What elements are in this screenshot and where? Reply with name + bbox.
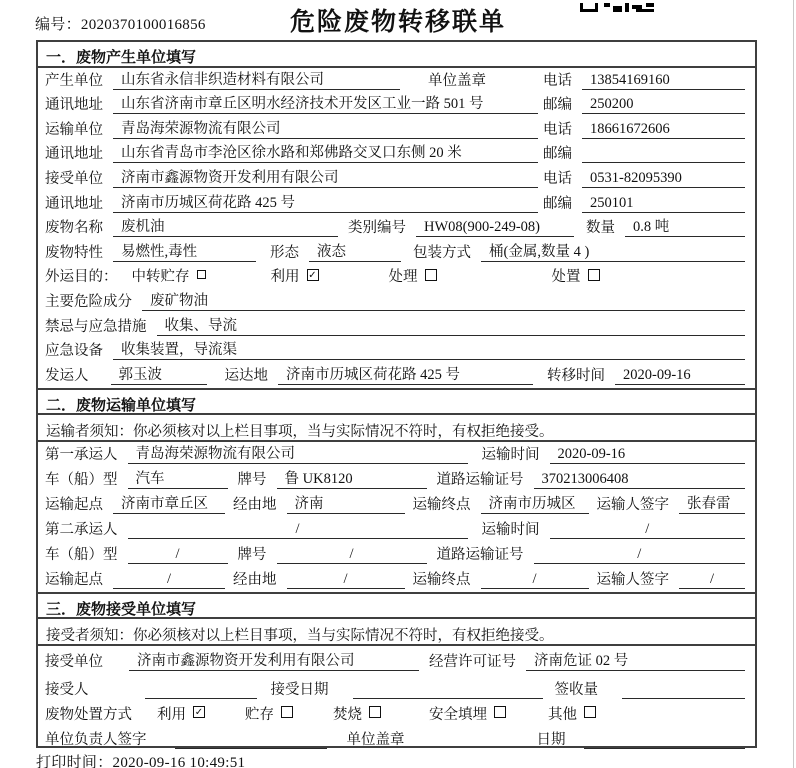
option-label: 焚烧 — [333, 706, 362, 723]
hazard-component-label: 主要危险成分 — [45, 293, 132, 310]
zip-group — [543, 192, 745, 213]
row-accept-address — [38, 191, 755, 216]
road-license-label: 道路运输证号 — [436, 546, 524, 563]
accept-unit-label: 接受单位 — [45, 653, 103, 670]
row-second-carrier — [38, 517, 755, 542]
packing-value: 桶(金属,数量 4 ) — [481, 240, 745, 262]
row-disposal-method — [38, 702, 755, 727]
address-value: 济南市历城区荷花路 425 号 — [113, 191, 538, 213]
option-label: 中转贮存 — [131, 269, 190, 286]
receiver-label: 接受人 — [45, 681, 89, 698]
second-carrier-value: / — [128, 521, 468, 539]
address-label: 通讯地址 — [45, 146, 103, 163]
row-dispatcher — [38, 363, 755, 388]
phone-value: 18661672606 — [582, 121, 745, 139]
road-license-value: 370213006408 — [534, 471, 746, 489]
address-value: 山东省济南市章丘区明水经济技术开发区工业一路 501 号 — [113, 92, 538, 114]
received-quantity-label: 签收量 — [554, 681, 598, 698]
serial-value: 2020370100016856 — [80, 17, 206, 33]
section1-header: 一．废物产生单位填写 — [38, 42, 755, 68]
row-vehicle-2 — [38, 542, 755, 567]
category-code-value: HW08(900-249-08) — [416, 219, 574, 237]
row-route-2 — [38, 567, 755, 592]
row-receiver — [38, 674, 755, 702]
section2-notice: 运输者须知：你必须核对以上栏目事项，当与实际情况不符时，有权拒绝接受。 — [38, 415, 755, 442]
section1-body — [38, 68, 755, 388]
row-route-1 — [38, 492, 755, 517]
row-hazard-component — [38, 289, 755, 314]
vehicle-type-label: 车（船）型 — [45, 546, 118, 563]
row-accept-unit — [38, 166, 755, 191]
waste-character-value: 易燃性,毒性 — [113, 240, 256, 262]
produce-unit-value: 山东省永信非织造材料有限公司 — [113, 68, 400, 90]
via-label: 经由地 — [233, 496, 277, 513]
disposal-option-incinerate — [333, 703, 381, 724]
section2-header: 二．废物运输单位填写 — [38, 388, 755, 415]
quantity-label: 数量 — [586, 220, 615, 237]
section3-body — [38, 646, 755, 752]
first-carrier-value: 青岛海荣源物流有限公司 — [128, 442, 468, 464]
transfer-time-value: 2020-09-16 — [615, 367, 745, 385]
page-title: 危险废物转移联单 — [289, 8, 506, 36]
route-end-label: 运输终点 — [412, 496, 471, 513]
print-time — [36, 751, 245, 768]
via-value: 济南 — [287, 492, 405, 514]
print-time-label: 打印时间： — [36, 755, 113, 768]
responsible-signature-label: 单位负责人签字 — [45, 731, 147, 748]
checkbox-icon — [197, 270, 206, 279]
via-label: 经由地 — [233, 571, 277, 588]
carrier-signature-label: 运输人签字 — [596, 571, 669, 588]
plate-value: 鲁 UK8120 — [277, 467, 427, 489]
disposal-option-other — [548, 703, 596, 724]
row-accept-unit-3 — [38, 646, 755, 674]
checkbox-icon — [369, 706, 381, 718]
row-produce-address — [38, 93, 755, 118]
checkbox-icon — [588, 269, 600, 281]
transport-time-value: 2020-09-16 — [550, 446, 746, 464]
route-start-value: 济南市章丘区 — [113, 492, 225, 514]
zip-value: 250101 — [582, 195, 745, 213]
phone-value: 0531-82095390 — [582, 170, 745, 188]
taboo-measures-value: 收集、导流 — [157, 314, 746, 336]
print-time-value: 2020-09-16 10:49:51 — [112, 755, 246, 768]
receiver-value — [145, 682, 257, 699]
date-label: 日期 — [536, 731, 566, 748]
phone-group — [543, 118, 745, 139]
zip-label: 邮编 — [543, 195, 572, 212]
section3-notice: 接受者须知：你必须核对以上栏目事项，当与实际情况不符时，有权拒绝接受。 — [38, 619, 755, 646]
transport-time-label: 运输时间 — [481, 521, 540, 538]
row-transport-address — [38, 142, 755, 167]
date-value — [584, 732, 746, 749]
business-license-value: 济南危证 02 号 — [526, 649, 745, 671]
dispatcher-value: 郭玉波 — [111, 363, 207, 385]
purpose-option-dispose — [552, 265, 600, 286]
emergency-equipment-label: 应急设备 — [45, 343, 103, 360]
route-end-value: 济南市历城区 — [481, 492, 589, 514]
row-waste-name — [38, 216, 755, 241]
row-transfer-purpose — [38, 265, 755, 290]
disposal-option-utilize — [157, 703, 205, 724]
transport-time-value: / — [550, 521, 746, 539]
phone-label: 电话 — [543, 170, 572, 187]
form-state-label: 形态 — [270, 244, 299, 261]
transport-unit-label: 运输单位 — [45, 121, 103, 138]
via-value: / — [287, 571, 405, 589]
option-label: 贮存 — [245, 706, 274, 723]
vehicle-type-value: 汽车 — [128, 467, 228, 489]
category-code-label: 类别编号 — [348, 220, 406, 237]
row-responsible-signature — [38, 727, 755, 752]
route-start-value: / — [113, 571, 225, 589]
dispatcher-label: 发运人 — [45, 367, 89, 384]
plate-value: / — [277, 546, 427, 564]
business-license-label: 经营许可证号 — [429, 653, 516, 670]
produce-unit-label: 产生单位 — [45, 72, 103, 89]
purpose-option-transit-storage — [132, 265, 206, 286]
phone-label: 电话 — [543, 121, 572, 138]
taboo-measures-label: 禁忌与应急措施 — [45, 318, 147, 335]
vehicle-type-label: 车（船）型 — [45, 471, 118, 488]
transfer-form-table — [36, 40, 757, 748]
purpose-option-treat — [389, 265, 437, 286]
address-label: 通讯地址 — [45, 195, 103, 212]
received-quantity-value — [622, 682, 745, 699]
row-first-carrier — [38, 442, 755, 467]
zip-label: 邮编 — [543, 146, 572, 163]
waste-name-label: 废物名称 — [45, 220, 103, 237]
road-license-label: 道路运输证号 — [436, 471, 524, 488]
purpose-label: 外运目的： — [45, 269, 118, 286]
row-produce-unit — [38, 68, 755, 93]
emergency-equipment-value: 收集装置，导流渠 — [113, 338, 745, 360]
option-label: 安全填埋 — [429, 706, 487, 723]
disposal-method-label: 废物处置方式 — [45, 706, 132, 723]
unit-seal-label: 单位盖章 — [428, 72, 486, 89]
receive-date-label: 接受日期 — [270, 681, 329, 698]
row-emergency-equipment — [38, 339, 755, 364]
option-label: 处置 — [551, 269, 581, 286]
checkbox-icon: ✓ — [308, 269, 317, 281]
form-state-value: 液态 — [309, 240, 401, 262]
checkbox-icon — [281, 706, 293, 718]
section3-header: 三．废物接受单位填写 — [38, 592, 755, 619]
zip-group — [543, 142, 745, 163]
plate-label: 牌号 — [237, 546, 267, 563]
vehicle-type-value: / — [128, 546, 228, 564]
unit-seal-label: 单位盖章 — [346, 731, 405, 748]
disposal-option-storage — [245, 703, 293, 724]
serial-label: 编号： — [35, 17, 81, 33]
document-header — [0, 0, 796, 40]
road-license-value: / — [534, 546, 746, 564]
accept-unit-value: 济南市鑫源物资开发利用有限公司 — [113, 166, 538, 188]
disposal-option-landfill — [429, 703, 506, 724]
route-end-label: 运输终点 — [412, 571, 471, 588]
phone-group — [543, 167, 745, 188]
destination-label: 运达地 — [224, 367, 268, 384]
phone-group — [543, 69, 745, 90]
row-vehicle-1 — [38, 467, 755, 492]
carrier-signature-value: / — [679, 571, 745, 589]
section2-body — [38, 442, 755, 592]
receive-date-value — [353, 682, 543, 699]
row-waste-character — [38, 240, 755, 265]
row-taboo-measures — [38, 314, 755, 339]
waste-character-label: 废物特性 — [45, 244, 103, 261]
transport-time-label: 运输时间 — [481, 446, 540, 463]
checkbox-icon — [425, 269, 437, 281]
option-label: 其他 — [548, 706, 577, 723]
quantity-value: 0.8 吨 — [625, 215, 745, 237]
waste-name-value: 废机油 — [113, 215, 338, 237]
row-transport-unit — [38, 117, 755, 142]
second-carrier-label: 第二承运人 — [45, 521, 118, 538]
carrier-signature-value: 张春雷 — [679, 492, 745, 514]
qr-code-fragment-icon — [580, 0, 660, 18]
route-start-label: 运输起点 — [45, 571, 103, 588]
address-value: 山东省青岛市李沧区徐水路和郑佛路交叉口东侧 20 米 — [113, 141, 538, 163]
accept-unit-label: 接受单位 — [45, 170, 103, 187]
zip-value: 250200 — [582, 96, 745, 114]
option-label: 利用 — [270, 269, 300, 286]
first-carrier-label: 第一承运人 — [45, 446, 118, 463]
checkbox-icon — [584, 706, 596, 718]
carrier-signature-label: 运输人签字 — [596, 496, 669, 513]
purpose-option-utilize — [271, 265, 319, 286]
option-label: 利用 — [157, 706, 186, 723]
transport-unit-value: 青岛海荣源物流有限公司 — [113, 117, 538, 139]
route-end-value: / — [481, 571, 589, 589]
zip-group — [543, 93, 745, 114]
route-start-label: 运输起点 — [45, 496, 103, 513]
page-edge-divider — [793, 0, 794, 768]
hazard-component-value: 废矿物油 — [142, 289, 745, 311]
responsible-signature-value — [175, 732, 327, 749]
accept-unit-value: 济南市鑫源物资开发利用有限公司 — [129, 649, 419, 671]
plate-label: 牌号 — [237, 471, 267, 488]
transfer-time-label: 转移时间 — [547, 367, 605, 384]
zip-value — [582, 146, 745, 163]
address-label: 通讯地址 — [45, 97, 103, 114]
phone-label: 电话 — [543, 72, 572, 89]
option-label: 处理 — [388, 269, 418, 286]
phone-value: 13854169160 — [582, 72, 745, 90]
zip-label: 邮编 — [543, 97, 572, 114]
packing-label: 包装方式 — [413, 244, 471, 261]
checkbox-icon — [494, 706, 506, 718]
checkbox-icon: ✓ — [194, 707, 204, 719]
destination-value: 济南市历城区荷花路 425 号 — [278, 363, 533, 385]
